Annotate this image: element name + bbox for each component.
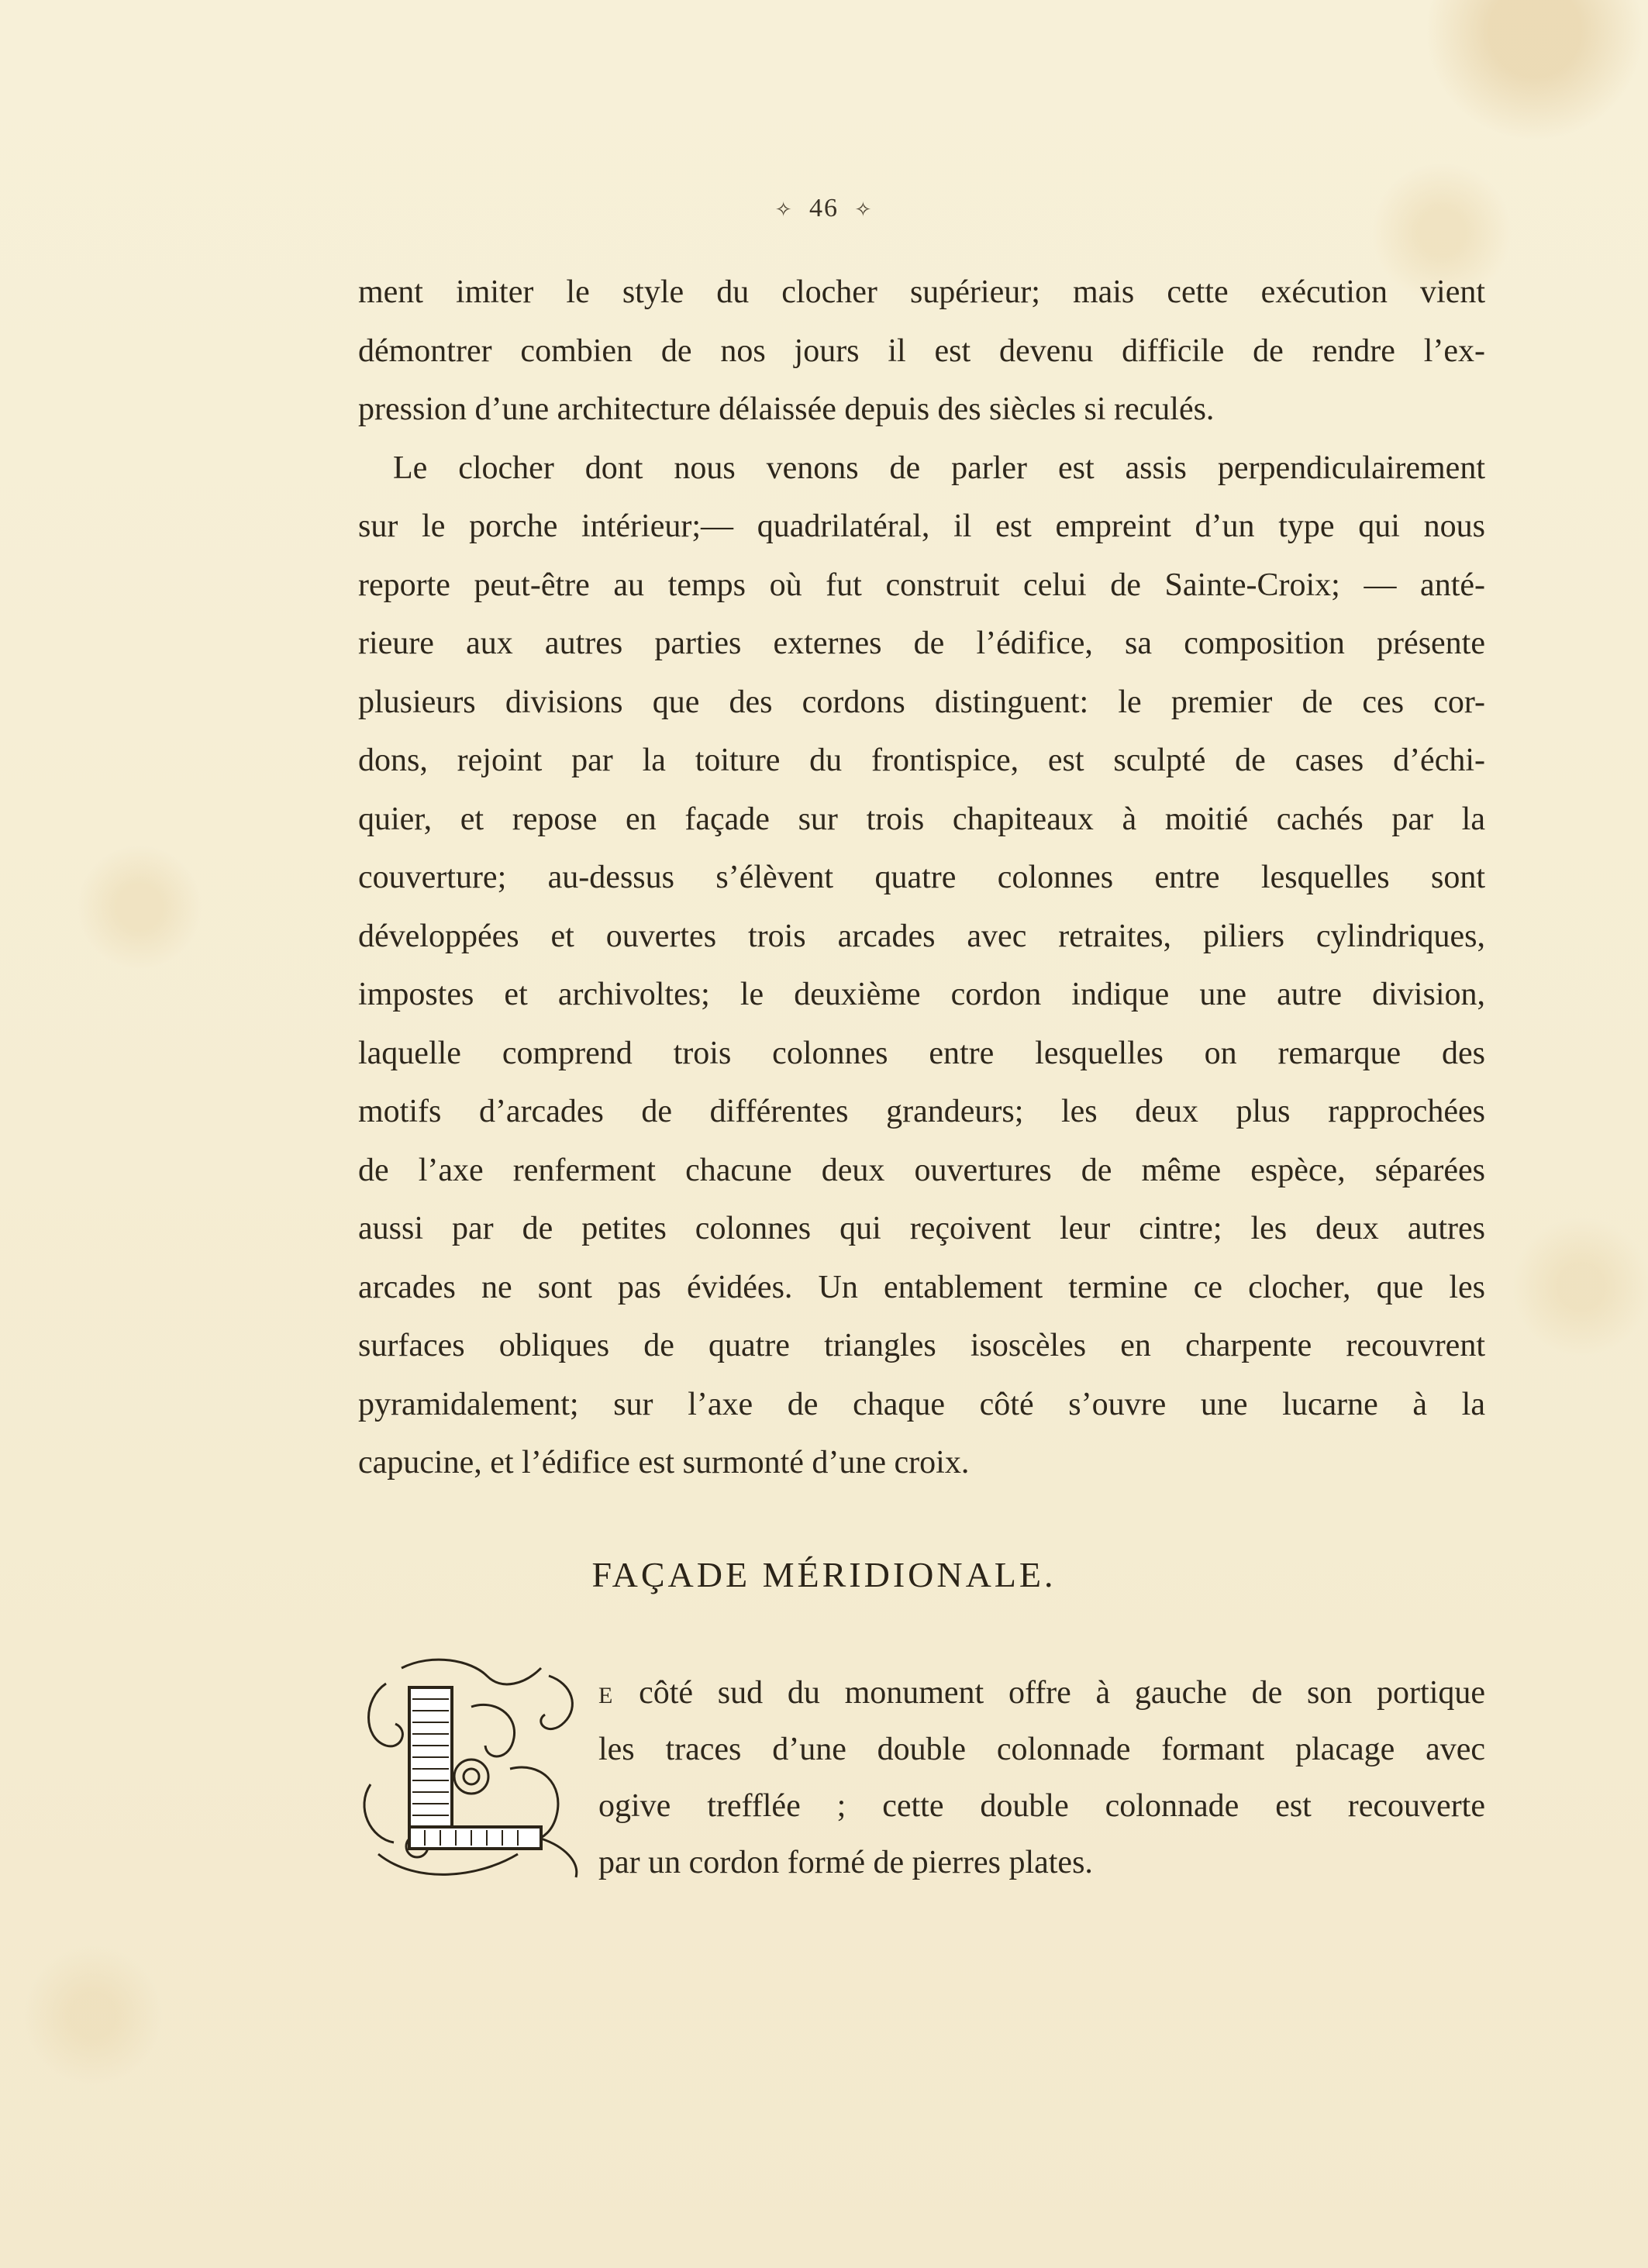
decorated-initial	[355, 1653, 588, 1885]
text-line: impostes et archivoltes; le deuxième cordon indique une autre division,	[358, 977, 1485, 1012]
text-line: quier, et repose en façade sur trois chapiteaux à moitié cachés par la	[358, 801, 1485, 837]
text-line: aussi par de petites colonnes qui reçoivent leur cintre; les deux autres	[358, 1211, 1485, 1246]
body-text	[358, 264, 1485, 1493]
text-line: Le clocher dont nous venons de parler est assis perpendiculairement	[393, 450, 1485, 486]
text-line: motifs d’arcades de différentes grandeurs; les deux plus rapprochées	[358, 1094, 1485, 1129]
text-line: surfaces obliques de quatre triangles isoscèles en charpente recouvrent	[358, 1328, 1485, 1363]
text-line: pyramidalement; sur l’axe de chaque côté s’ouvre une lucarne à la	[358, 1386, 1485, 1422]
text-line: sur le porche intérieur;— quadrilatéral, il est empreint d’un type qui nous	[358, 508, 1485, 544]
text-line: laquelle comprend trois colonnes entre lesquelles on remarque des	[358, 1035, 1485, 1071]
text-line: par un cordon formé de pierres plates.	[598, 1845, 1093, 1880]
text-line: dons, rejoint par la toiture du frontispice, est sculpté de cases d’échi-	[358, 743, 1485, 778]
text-line: rieure aux autres parties externes de l’édifice, sa composition présente	[358, 626, 1485, 661]
page-number: 46	[809, 194, 839, 222]
section-title: FAÇADE MÉRIDIONALE.	[591, 1555, 1057, 1594]
right-ornament-icon: ✧	[854, 198, 874, 221]
text-line: les traces d’une double colonnade formant placage avec	[598, 1732, 1485, 1767]
text-line: reporte peut-être au temps où fut construit celui de Sainte-Croix; — anté-	[358, 567, 1485, 603]
text-line: arcades ne sont pas évidées. Un entablement termine ce clocher, que les	[358, 1269, 1485, 1305]
ornamental-initial-icon	[355, 1653, 588, 1885]
text-line: couverture; au-dessus s’élèvent quatre colonnes entre lesquelles sont	[358, 860, 1485, 895]
first-word-small-caps: E	[598, 1683, 615, 1708]
text-line: de l’axe renferment chacune deux ouvertures de même espèce, séparées	[358, 1152, 1485, 1188]
text-line: démontrer combien de nos jours il est devenu difficile de rendre l’ex-	[358, 333, 1485, 369]
text-line: ment imiter le style du clocher supérieur; mais cette exécution vient	[358, 274, 1485, 310]
text-line: pression d’une architecture délaissée depuis des siècles si reculés.	[358, 391, 1215, 427]
text-line: capucine, et l’édifice est surmonté d’une croix.	[358, 1445, 970, 1480]
text-line-content: côté sud du monument offre à gauche de son portique	[639, 1675, 1486, 1711]
text-line: plusieurs divisions que des cordons distinguent: le premier de ces cor-	[358, 684, 1485, 720]
left-ornament-icon: ✧	[774, 198, 794, 221]
text-line: développées et ouvertes trois arcades avec retraites, piliers cylindriques,	[358, 918, 1485, 954]
running-head	[0, 194, 1648, 223]
text-line	[598, 1665, 1485, 1722]
dropcap-paragraph	[598, 1665, 1485, 1891]
text-line: ogive trefflée ; cette double colonnade est recouverte	[598, 1788, 1485, 1824]
